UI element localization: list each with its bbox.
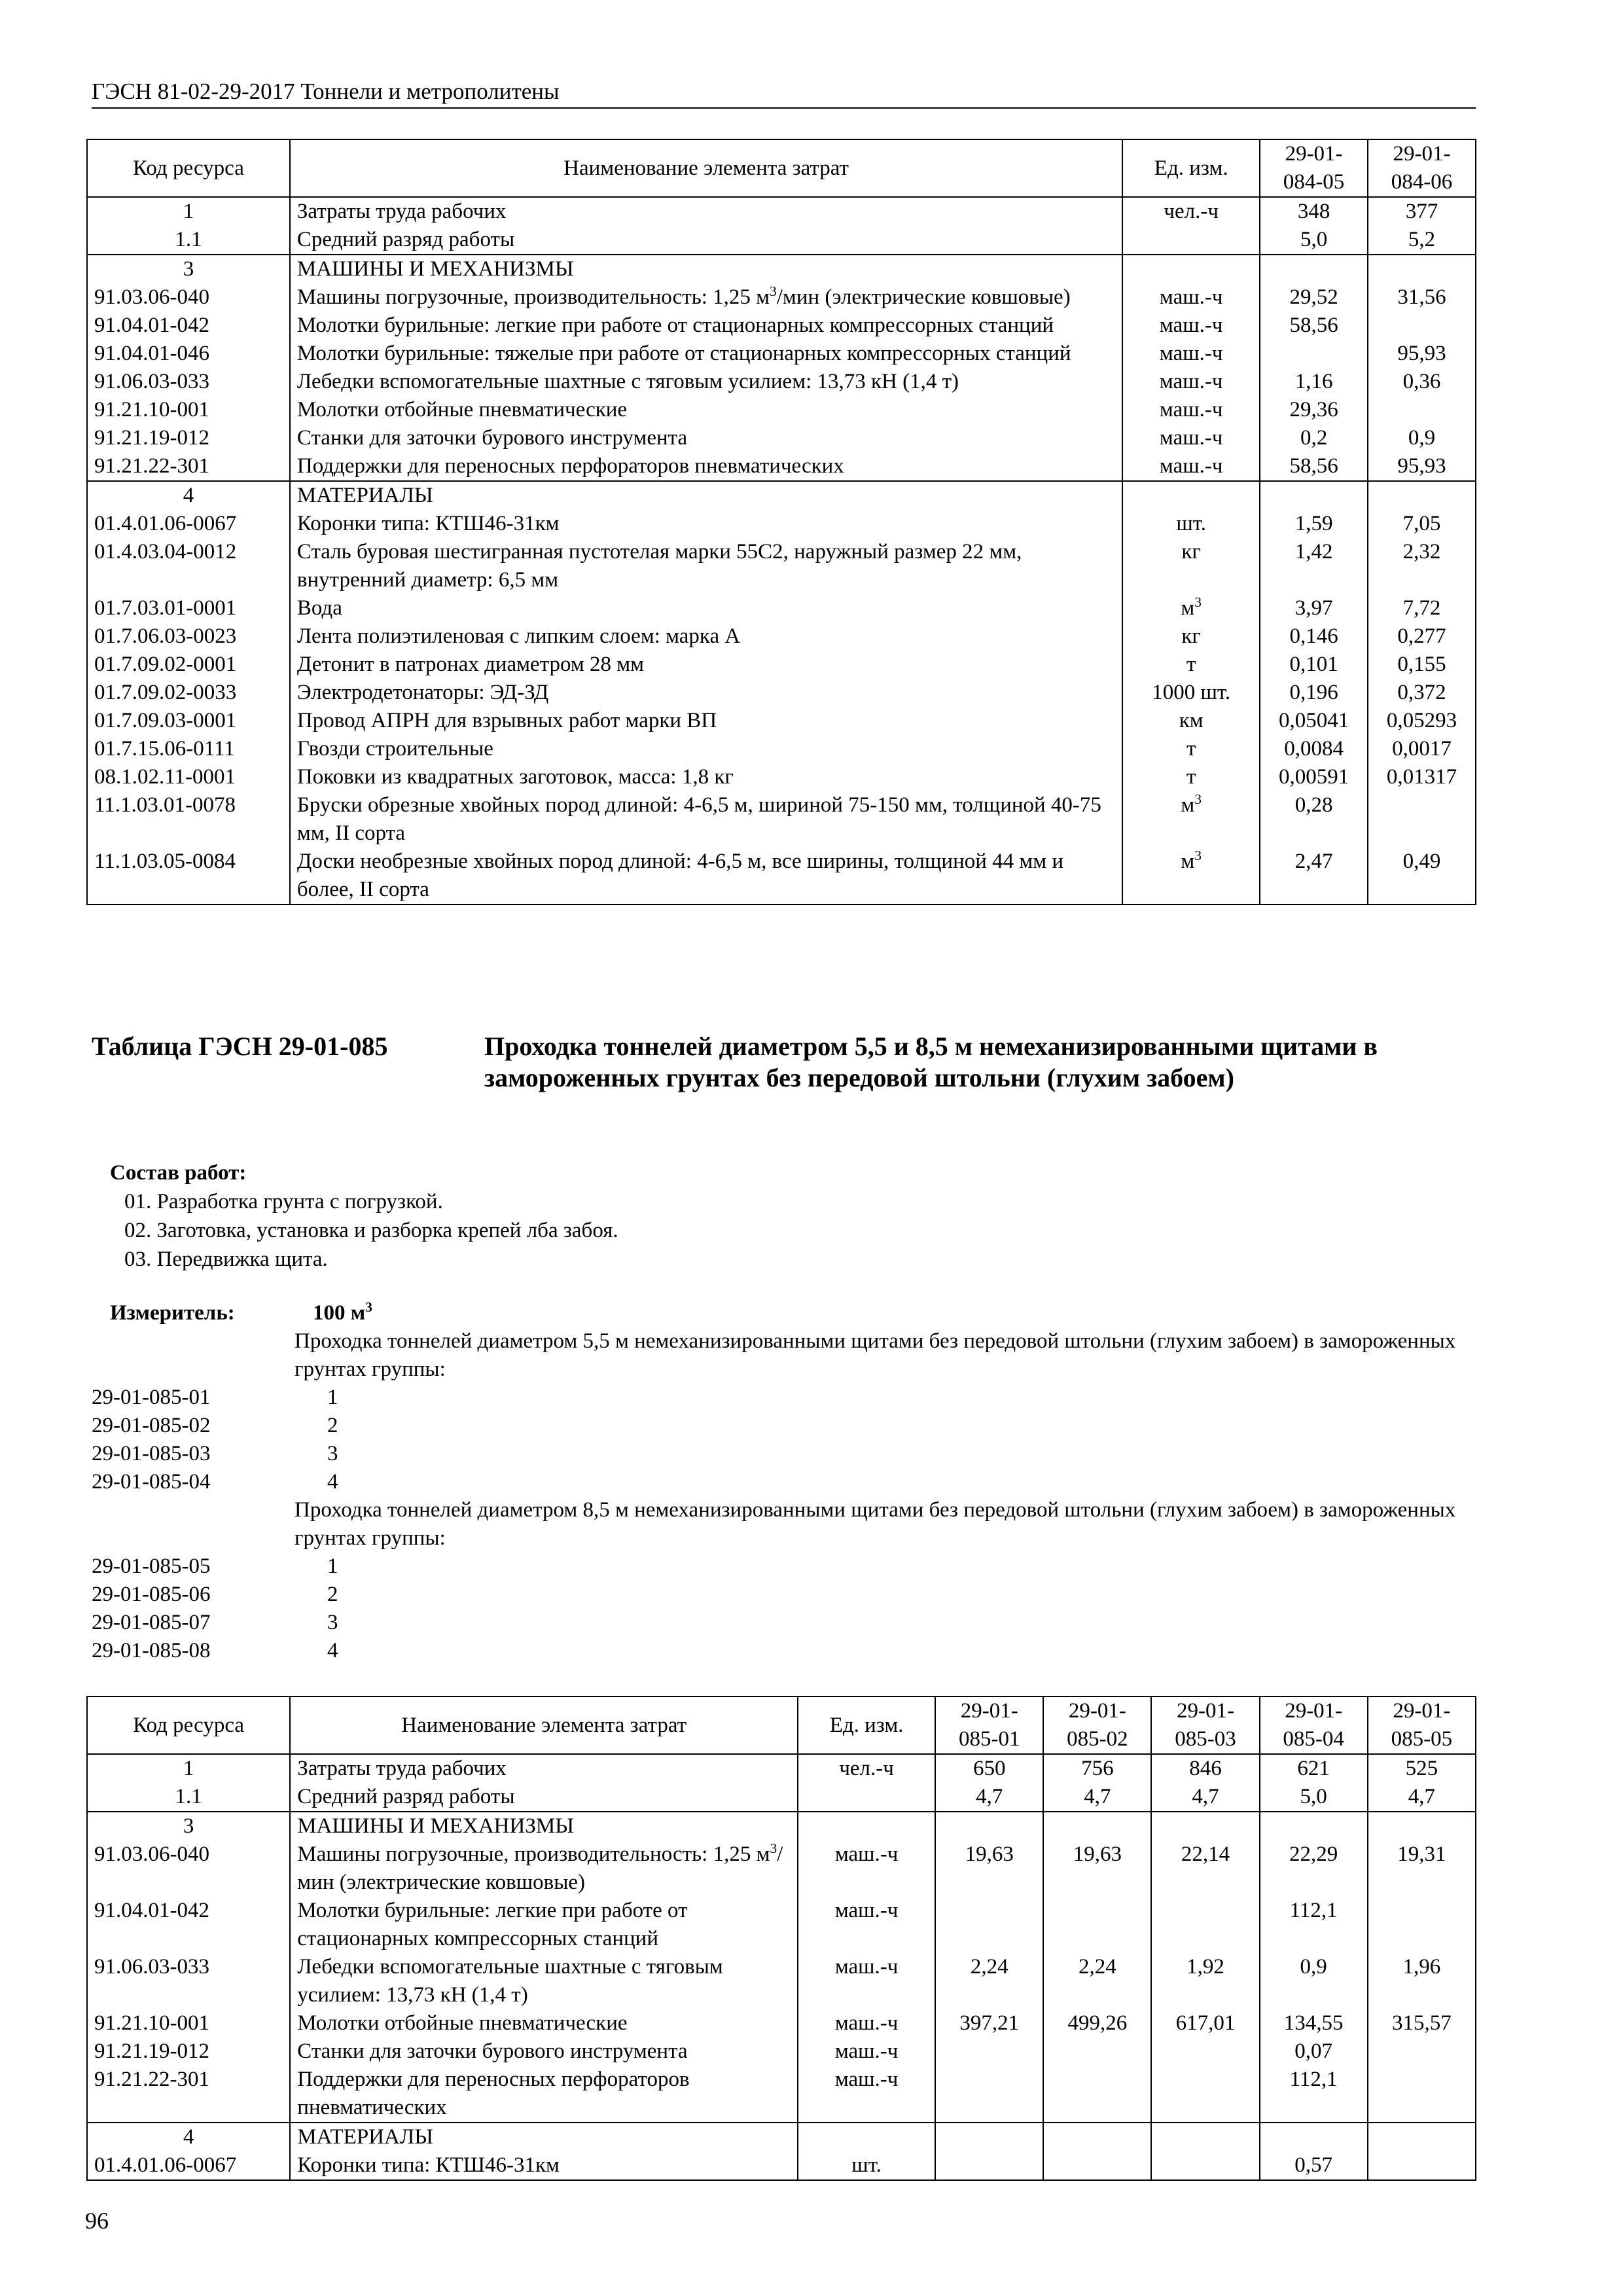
resource-table-085 [86, 1696, 1476, 2181]
cell-code: 91.21.10-001 [87, 396, 290, 424]
cell-value [1260, 2123, 1368, 2151]
cell-code: 1.1 [87, 226, 290, 255]
cell-value: 1,92 [1151, 1953, 1259, 2009]
work-composition [110, 1158, 618, 1274]
cell-value: 0,00591 [1260, 763, 1368, 791]
cell-code: 91.06.03-033 [87, 1953, 290, 2009]
cell-unit: кг [1122, 622, 1260, 651]
cell-code: 91.21.19-012 [87, 2037, 290, 2066]
cell-unit: шт. [798, 2151, 935, 2180]
cell-value: 348 [1260, 197, 1368, 226]
cell-unit: маш.-ч [798, 2066, 935, 2123]
cell-name: Коронки типа: КТШ46-31км [290, 510, 1122, 538]
norm-item [92, 1468, 1479, 1496]
cell-value: 7,72 [1368, 594, 1476, 622]
table-row [87, 312, 1476, 340]
header-norm-code: 29-01- 085-04 [1260, 1696, 1368, 1754]
cell-value: 2,47 [1260, 848, 1368, 905]
cell-value [1260, 1812, 1368, 1840]
cell-value [1368, 1897, 1476, 1953]
norm-code: 29-01-085-07 [92, 1611, 211, 1634]
cell-value: 315,57 [1368, 2009, 1476, 2037]
cell-name: Молотки отбойные пневматические [290, 396, 1122, 424]
cell-name: МАШИНЫ И МЕХАНИЗМЫ [290, 1812, 798, 1840]
cell-name: Поддержки для переносных перфораторов пневматических [290, 452, 1122, 481]
header-name: Наименование элемента затрат [290, 139, 1122, 197]
cell-code: 91.03.06-040 [87, 283, 290, 312]
cell-name: Лебедки вспомогательные шахтные с тяговым усилием: 13,73 кН (1,4 т) [290, 368, 1122, 396]
cell-value: 0,146 [1260, 622, 1368, 651]
cell-unit: маш.-ч [1122, 452, 1260, 481]
cell-value: 0,101 [1260, 651, 1368, 679]
cell-unit: маш.-ч [1122, 283, 1260, 312]
cell-name: Молотки бурильные: легкие при работе от стационарных компрессорных станций [290, 312, 1122, 340]
cell-value [1260, 255, 1368, 283]
page-header: ГЭСН 81-02-29-2017 Тоннели и метрополитены [92, 77, 1476, 109]
norm-item [92, 1637, 1479, 1665]
table-row [87, 1783, 1476, 1812]
cell-value: 5,2 [1368, 226, 1476, 255]
cell-value: 4,7 [1151, 1783, 1259, 1812]
cell-value: 0,2 [1260, 424, 1368, 452]
table-row [87, 197, 1476, 226]
cell-name: Средний разряд работы [290, 1783, 798, 1812]
table-row [87, 594, 1476, 622]
cell-code: 1 [87, 1754, 290, 1783]
cell-code: 4 [87, 481, 290, 510]
cell-code: 01.4.03.04-0012 [87, 538, 290, 594]
cell-value [1151, 2151, 1259, 2180]
cell-value: 1,16 [1260, 368, 1368, 396]
cell-value: 846 [1151, 1754, 1259, 1783]
cell-value [1368, 255, 1476, 283]
cell-name: Молотки бурильные: тяжелые при работе от стационарных компрессорных станций [290, 340, 1122, 368]
cell-value [935, 1812, 1043, 1840]
cell-code: 91.04.01-042 [87, 1897, 290, 1953]
cell-code: 01.7.09.02-0033 [87, 679, 290, 707]
cell-unit: маш.-ч [798, 1897, 935, 1953]
cell-value: 4,7 [1043, 1783, 1151, 1812]
cell-name: Затраты труда рабочих [290, 197, 1122, 226]
norm-code: 29-01-085-02 [92, 1414, 211, 1437]
work-step: 03. Передвижка щита. [124, 1247, 328, 1271]
table-row [87, 707, 1476, 735]
header-name: Наименование элемента затрат [290, 1696, 798, 1754]
table-row [87, 1953, 1476, 2009]
cell-value: 2,32 [1368, 538, 1476, 594]
cell-unit [798, 2123, 935, 2151]
table-row [87, 481, 1476, 510]
cell-name: Вода [290, 594, 1122, 622]
table-row [87, 2151, 1476, 2180]
cell-value: 0,9 [1260, 1953, 1368, 2009]
table-row [87, 2123, 1476, 2151]
cell-name: Детонит в патронах диаметром 28 мм [290, 651, 1122, 679]
cell-unit: чел.-ч [1122, 197, 1260, 226]
soil-group: 4 [327, 1470, 338, 1494]
table-row [87, 848, 1476, 905]
norm-code: 29-01-085-06 [92, 1583, 211, 1606]
cell-name: Поковки из квадратных заготовок, масса: 1,8 кг [290, 763, 1122, 791]
cell-value: 31,56 [1368, 283, 1476, 312]
cell-code: 01.7.03.01-0001 [87, 594, 290, 622]
cell-value: 0,196 [1260, 679, 1368, 707]
cell-unit: т [1122, 651, 1260, 679]
measure-label: Измеритель: [110, 1301, 235, 1325]
table-row [87, 340, 1476, 368]
cell-name: Поддержки для переносных перфораторов пневматических [290, 2066, 798, 2123]
cell-unit: $м^3$ [1122, 594, 1260, 622]
page-number: 96 [85, 2208, 109, 2234]
cell-name: Сталь буровая шестигранная пустотелая марки 55С2, наружный размер 22 мм, внутренний диаметр: 6,5 мм [290, 538, 1122, 594]
table-row [87, 791, 1476, 848]
cell-value [935, 2066, 1043, 2123]
cell-name: Электродетонаторы: ЭД-ЗД [290, 679, 1122, 707]
cell-value: 4,7 [1368, 1783, 1476, 1812]
soil-group: 3 [327, 1611, 338, 1634]
cell-value: 19,31 [1368, 1840, 1476, 1897]
header-norm-code: 29-01- 085-05 [1368, 1696, 1476, 1754]
cell-value [1151, 1812, 1259, 1840]
header-norm-code: 29-01- 085-02 [1043, 1696, 1151, 1754]
cell-value: 112,1 [1260, 2066, 1368, 2123]
cell-value [1368, 2123, 1476, 2151]
cell-unit: т [1122, 735, 1260, 763]
cell-value [1260, 481, 1368, 510]
header-unit: Ед. изм. [1122, 139, 1260, 197]
cell-code: 11.1.03.01-0078 [87, 791, 290, 848]
table-row [87, 2037, 1476, 2066]
cell-value [1151, 2066, 1259, 2123]
header-unit: Ед. изм. [798, 1696, 935, 1754]
cell-code: 3 [87, 255, 290, 283]
cell-name: Машины погрузочные, производительность: 1,25 $м^3$/мин (электрические ковшовые) [290, 1840, 798, 1897]
table-row [87, 368, 1476, 396]
cell-name: Станки для заточки бурового инструмента [290, 424, 1122, 452]
cell-value [1368, 2151, 1476, 2180]
cell-value: 499,26 [1043, 2009, 1151, 2037]
norm-code: 29-01-085-01 [92, 1386, 211, 1409]
table-row [87, 763, 1476, 791]
cell-value: 58,56 [1260, 452, 1368, 481]
cell-unit [798, 1812, 935, 1840]
cell-value: 621 [1260, 1754, 1368, 1783]
table-row [87, 424, 1476, 452]
cell-value: 0,277 [1368, 622, 1476, 651]
cell-value: 397,21 [935, 2009, 1043, 2037]
cell-value [935, 2151, 1043, 2180]
cell-value: 650 [935, 1754, 1043, 1783]
cell-value [1151, 1897, 1259, 1953]
cell-name: Бруски обрезные хвойных пород длиной: 4-6,5 м, шириной 75-150 мм, толщиной 40-75 мм, II сорта [290, 791, 1122, 848]
header-code: Код ресурса [87, 139, 290, 197]
cell-value: 19,63 [935, 1840, 1043, 1897]
cell-value: 5,0 [1260, 1783, 1368, 1812]
cell-unit: маш.-ч [798, 1953, 935, 2009]
cell-value: 1,96 [1368, 1953, 1476, 2009]
cell-value: 756 [1043, 1754, 1151, 1783]
cell-value: 525 [1368, 1754, 1476, 1783]
cell-value: 0,372 [1368, 679, 1476, 707]
cell-code: 91.21.22-301 [87, 2066, 290, 2123]
soil-group: 1 [327, 1386, 338, 1409]
header-norm-code: 29-01- 085-03 [1151, 1696, 1259, 1754]
cell-unit: шт. [1122, 510, 1260, 538]
cell-code: 11.1.03.05-0084 [87, 848, 290, 905]
cell-code: 01.7.09.03-0001 [87, 707, 290, 735]
table-row [87, 1812, 1476, 1840]
cell-code: 1 [87, 197, 290, 226]
norm-item [92, 1581, 1479, 1609]
cell-code: 91.21.19-012 [87, 424, 290, 452]
measure-block [92, 1299, 1479, 1665]
table-title: Таблица ГЭСН 29-01-085 [92, 1031, 388, 1061]
cell-value: 1,59 [1260, 510, 1368, 538]
cell-name: Коронки типа: КТШ46-31км [290, 2151, 798, 2180]
cell-name: Лебедки вспомогательные шахтные с тяговым усилием: 13,73 кН (1,4 т) [290, 1953, 798, 2009]
cell-value [1260, 340, 1368, 368]
cell-value [1043, 2066, 1151, 2123]
cell-name: Машины погрузочные, производительность: 1,25 $м^3$/мин (электрические ковшовые) [290, 283, 1122, 312]
cell-name: Лента полиэтиленовая с липким слоем: марка А [290, 622, 1122, 651]
table-row [87, 226, 1476, 255]
cell-name: Молотки отбойные пневматические [290, 2009, 798, 2037]
norm-item [92, 1384, 1479, 1412]
cell-code: 91.04.01-042 [87, 312, 290, 340]
group2-text: Проходка тоннелей диаметром 8,5 м немеханизированными щитами без передовой штольни (глухим забоем) в замороженных грунтах группы: [294, 1498, 1456, 1550]
cell-unit: маш.-ч [1122, 396, 1260, 424]
soil-group: 2 [327, 1414, 338, 1437]
cell-value [1368, 2066, 1476, 2123]
cell-value [1368, 312, 1476, 340]
table-header-row [87, 1696, 1476, 1754]
cell-code: 91.21.22-301 [87, 452, 290, 481]
cell-value [1151, 2123, 1259, 2151]
cell-code: 91.21.10-001 [87, 2009, 290, 2037]
cell-unit: маш.-ч [1122, 368, 1260, 396]
cell-value [1368, 1812, 1476, 1840]
table-row [87, 651, 1476, 679]
cell-code: 3 [87, 1812, 290, 1840]
table-row [87, 735, 1476, 763]
norm-code: 29-01-085-05 [92, 1554, 211, 1578]
cell-value: 0,28 [1260, 791, 1368, 848]
cell-unit [1122, 481, 1260, 510]
norm-code: 29-01-085-03 [92, 1442, 211, 1465]
header-norm-code: 29-01- 084-05 [1260, 139, 1368, 197]
measure-value: 100 $м^3$ [313, 1299, 372, 1325]
cell-unit: маш.-ч [798, 2037, 935, 2066]
norm-item [92, 1609, 1479, 1637]
cell-value: 29,36 [1260, 396, 1368, 424]
table-row [87, 255, 1476, 283]
cell-name: Станки для заточки бурового инструмента [290, 2037, 798, 2066]
cell-unit: $м^3$ [1122, 848, 1260, 905]
cell-unit [1122, 255, 1260, 283]
header-norm-code: 29-01- 084-06 [1368, 139, 1476, 197]
header-norm-code: 29-01- 085-01 [935, 1696, 1043, 1754]
cell-value: 7,05 [1368, 510, 1476, 538]
table-row [87, 1754, 1476, 1783]
table-row [87, 396, 1476, 424]
cell-value: 112,1 [1260, 1897, 1368, 1953]
norm-item [92, 1412, 1479, 1440]
cell-code: 4 [87, 2123, 290, 2151]
norm-item [92, 1440, 1479, 1468]
cell-value: 95,93 [1368, 340, 1476, 368]
cell-value [935, 1897, 1043, 1953]
cell-value [1368, 2037, 1476, 2066]
table-row [87, 1840, 1476, 1897]
cell-value: 29,52 [1260, 283, 1368, 312]
table-row [87, 2066, 1476, 2123]
cell-unit: маш.-ч [1122, 340, 1260, 368]
cell-value: 377 [1368, 197, 1476, 226]
cell-code: 08.1.02.11-0001 [87, 763, 290, 791]
work-step: 01. Разработка грунта с погрузкой. [124, 1190, 443, 1213]
cell-value: 58,56 [1260, 312, 1368, 340]
soil-group: 1 [327, 1554, 338, 1578]
cell-value: 0,05041 [1260, 707, 1368, 735]
cell-unit: км [1122, 707, 1260, 735]
table-row [87, 679, 1476, 707]
cell-value: 0,0017 [1368, 735, 1476, 763]
cell-value [1368, 396, 1476, 424]
cell-value: 0,0084 [1260, 735, 1368, 763]
cell-value: 0,155 [1368, 651, 1476, 679]
cell-code: 01.7.06.03-0023 [87, 622, 290, 651]
cell-value: 0,9 [1368, 424, 1476, 452]
soil-group: 2 [327, 1583, 338, 1606]
cell-name: Гвозди строительные [290, 735, 1122, 763]
cell-value [1368, 791, 1476, 848]
work-step: 02. Заготовка, установка и разборка крепей лба забоя. [124, 1219, 618, 1242]
cell-code: 91.06.03-033 [87, 368, 290, 396]
cell-name: Доски необрезные хвойных пород длиной: 4-6,5 м, все ширины, толщиной 44 мм и более, II сорта [290, 848, 1122, 905]
cell-unit: 1000 шт. [1122, 679, 1260, 707]
cell-name: МАТЕРИАЛЫ [290, 481, 1122, 510]
cell-value [935, 2123, 1043, 2151]
cell-code: 91.04.01-046 [87, 340, 290, 368]
cell-value [1043, 2151, 1151, 2180]
table-name: Проходка тоннелей диаметром 5,5 и 8,5 м немеханизированными щитами в замороженных грунтах без передовой штольни (глухим забоем) [484, 1031, 1378, 1092]
cell-value: 0,57 [1260, 2151, 1368, 2180]
cell-value [1043, 2123, 1151, 2151]
cell-value [1151, 2037, 1259, 2066]
cell-unit: маш.-ч [798, 1840, 935, 1897]
cell-code: 91.03.06-040 [87, 1840, 290, 1897]
table-row [87, 283, 1476, 312]
table-header-row [87, 139, 1476, 197]
resource-table-084 [86, 139, 1476, 905]
cell-value [1043, 1812, 1151, 1840]
norm-code: 29-01-085-04 [92, 1470, 211, 1494]
group1-text: Проходка тоннелей диаметром 5,5 м немеханизированными щитами без передовой штольни (глухим забоем) в замороженных грунтах группы: [294, 1329, 1456, 1381]
cell-code: 01.4.01.06-0067 [87, 510, 290, 538]
cell-value: 0,36 [1368, 368, 1476, 396]
cell-value [1043, 1897, 1151, 1953]
cell-code: 01.7.15.06-0111 [87, 735, 290, 763]
cell-value: 1,42 [1260, 538, 1368, 594]
cell-value: 4,7 [935, 1783, 1043, 1812]
cell-value: 134,55 [1260, 2009, 1368, 2037]
cell-unit: маш.-ч [798, 2009, 935, 2037]
work-composition-title: Состав работ: [110, 1161, 247, 1185]
cell-value: 22,14 [1151, 1840, 1259, 1897]
header-code: Код ресурса [87, 1696, 290, 1754]
cell-code: 1.1 [87, 1783, 290, 1812]
cell-name: Провод АПРН для взрывных работ марки ВП [290, 707, 1122, 735]
table-row [87, 1897, 1476, 1953]
table-row [87, 622, 1476, 651]
cell-value: 2,24 [1043, 1953, 1151, 2009]
cell-value: 3,97 [1260, 594, 1368, 622]
norm-item [92, 1552, 1479, 1581]
cell-value: 19,63 [1043, 1840, 1151, 1897]
cell-value: 0,01317 [1368, 763, 1476, 791]
cell-value [1043, 2037, 1151, 2066]
table-row [87, 452, 1476, 481]
cell-unit [1122, 226, 1260, 255]
cell-name: Молотки бурильные: легкие при работе от стационарных компрессорных станций [290, 1897, 798, 1953]
cell-value: 0,07 [1260, 2037, 1368, 2066]
cell-code: 01.4.01.06-0067 [87, 2151, 290, 2180]
cell-unit: $м^3$ [1122, 791, 1260, 848]
cell-value [1368, 481, 1476, 510]
cell-name: МАШИНЫ И МЕХАНИЗМЫ [290, 255, 1122, 283]
soil-group: 4 [327, 1639, 338, 1662]
cell-unit: т [1122, 763, 1260, 791]
soil-group: 3 [327, 1442, 338, 1465]
cell-value: 5,0 [1260, 226, 1368, 255]
table-row [87, 510, 1476, 538]
cell-value: 0,49 [1368, 848, 1476, 905]
norm-code: 29-01-085-08 [92, 1639, 211, 1662]
cell-name: МАТЕРИАЛЫ [290, 2123, 798, 2151]
cell-unit [798, 1783, 935, 1812]
cell-value: 2,24 [935, 1953, 1043, 2009]
cell-value: 617,01 [1151, 2009, 1259, 2037]
cell-value: 95,93 [1368, 452, 1476, 481]
table-row [87, 2009, 1476, 2037]
table-row [87, 538, 1476, 594]
cell-value: 0,05293 [1368, 707, 1476, 735]
cell-unit: маш.-ч [1122, 312, 1260, 340]
cell-unit: кг [1122, 538, 1260, 594]
cell-unit: маш.-ч [1122, 424, 1260, 452]
cell-unit: чел.-ч [798, 1754, 935, 1783]
cell-name: Средний разряд работы [290, 226, 1122, 255]
cell-value [935, 2037, 1043, 2066]
cell-value: 22,29 [1260, 1840, 1368, 1897]
cell-code: 01.7.09.02-0001 [87, 651, 290, 679]
cell-name: Затраты труда рабочих [290, 1754, 798, 1783]
